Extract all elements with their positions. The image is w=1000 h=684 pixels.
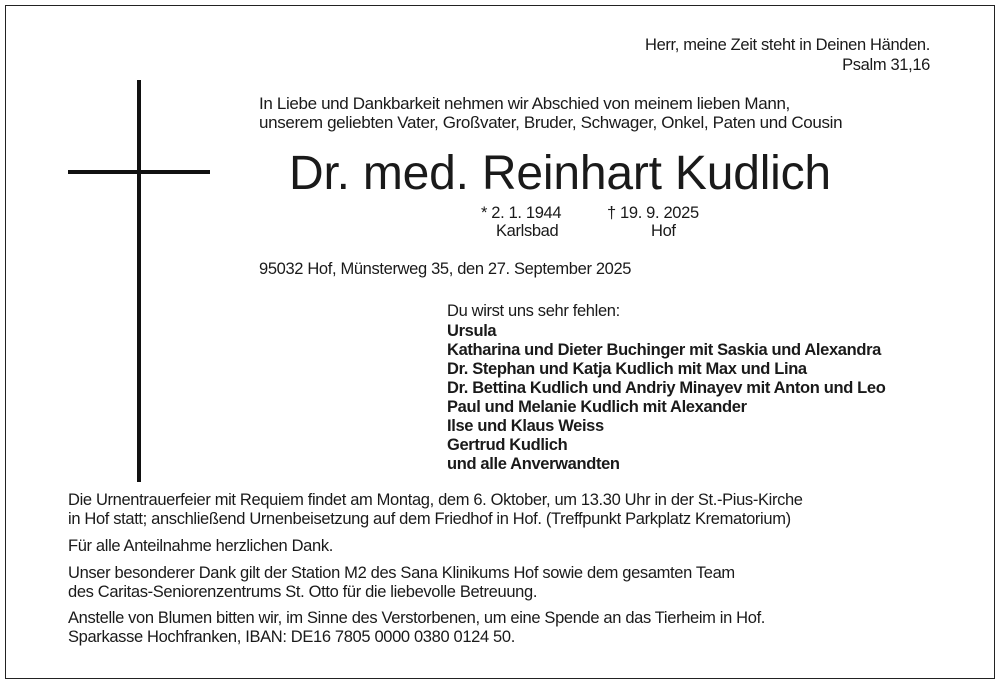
thanks-line: Für alle Anteilnahme herzlichen Dank. — [68, 537, 333, 555]
intro-line-1: In Liebe und Dankbarkeit nehmen wir Abschied von meinem lieben Mann, — [259, 94, 790, 113]
funeral-info-2: in Hof statt; anschließend Urnenbeisetzung auf dem Friedhof in Hof. (Treffpunkt Parkplatz Krematorium) — [68, 510, 791, 528]
intro-line-2: unserem geliebten Vater, Großvater, Bruder, Schwager, Onkel, Paten und Cousin — [259, 113, 843, 132]
mourner: Gertrud Kudlich — [447, 436, 568, 454]
mourners-intro: Du wirst uns sehr fehlen: — [447, 302, 620, 320]
donation-info: Anstelle von Blumen bitten wir, im Sinne des Verstorbenen, um eine Spende an das Tierheim in Hof. — [68, 609, 766, 627]
mourner: Dr. Stephan und Katja Kudlich mit Max und Lina — [447, 360, 807, 378]
mourner: Paul und Melanie Kudlich mit Alexander — [447, 398, 747, 416]
birth-date: * 2. 1. 1944 — [481, 204, 562, 222]
mourner: Ursula — [447, 322, 497, 340]
special-thanks-2: des Caritas-Seniorenzentrums St. Otto für die liebevolle Betreuung. — [68, 583, 538, 601]
bank-info: Sparkasse Hochfranken, IBAN: DE16 7805 0000 0380 0124 50. — [68, 628, 515, 646]
mourner: Dr. Bettina Kudlich und Andriy Minayev mit Anton und Leo — [447, 379, 886, 397]
psalm-quote: Herr, meine Zeit steht in Deinen Händen. — [645, 36, 930, 54]
mourner: Ilse und Klaus Weiss — [447, 417, 604, 435]
death-place: Hof — [651, 222, 676, 240]
death-date: † 19. 9. 2025 — [607, 204, 699, 222]
funeral-info-1: Die Urnentrauerfeier mit Requiem findet am Montag, dem 6. Oktober, um 13.30 Uhr in der St.-Pius-Kirche — [68, 491, 803, 509]
special-thanks-1: Unser besonderer Dank gilt der Station M2 des Sana Klinikums Hof sowie dem gesamten Team — [68, 564, 735, 582]
birth-place: Karlsbad — [496, 222, 559, 240]
address-date: 95032 Hof, Münsterweg 35, den 27. September 2025 — [259, 260, 632, 278]
deceased-name: Dr. med. Reinhart Kudlich — [289, 147, 831, 200]
mourner: und alle Anverwandten — [447, 455, 620, 473]
psalm-source: Psalm 31,16 — [842, 56, 930, 74]
mourner: Katharina und Dieter Buchinger mit Saskia und Alexandra — [447, 341, 881, 359]
